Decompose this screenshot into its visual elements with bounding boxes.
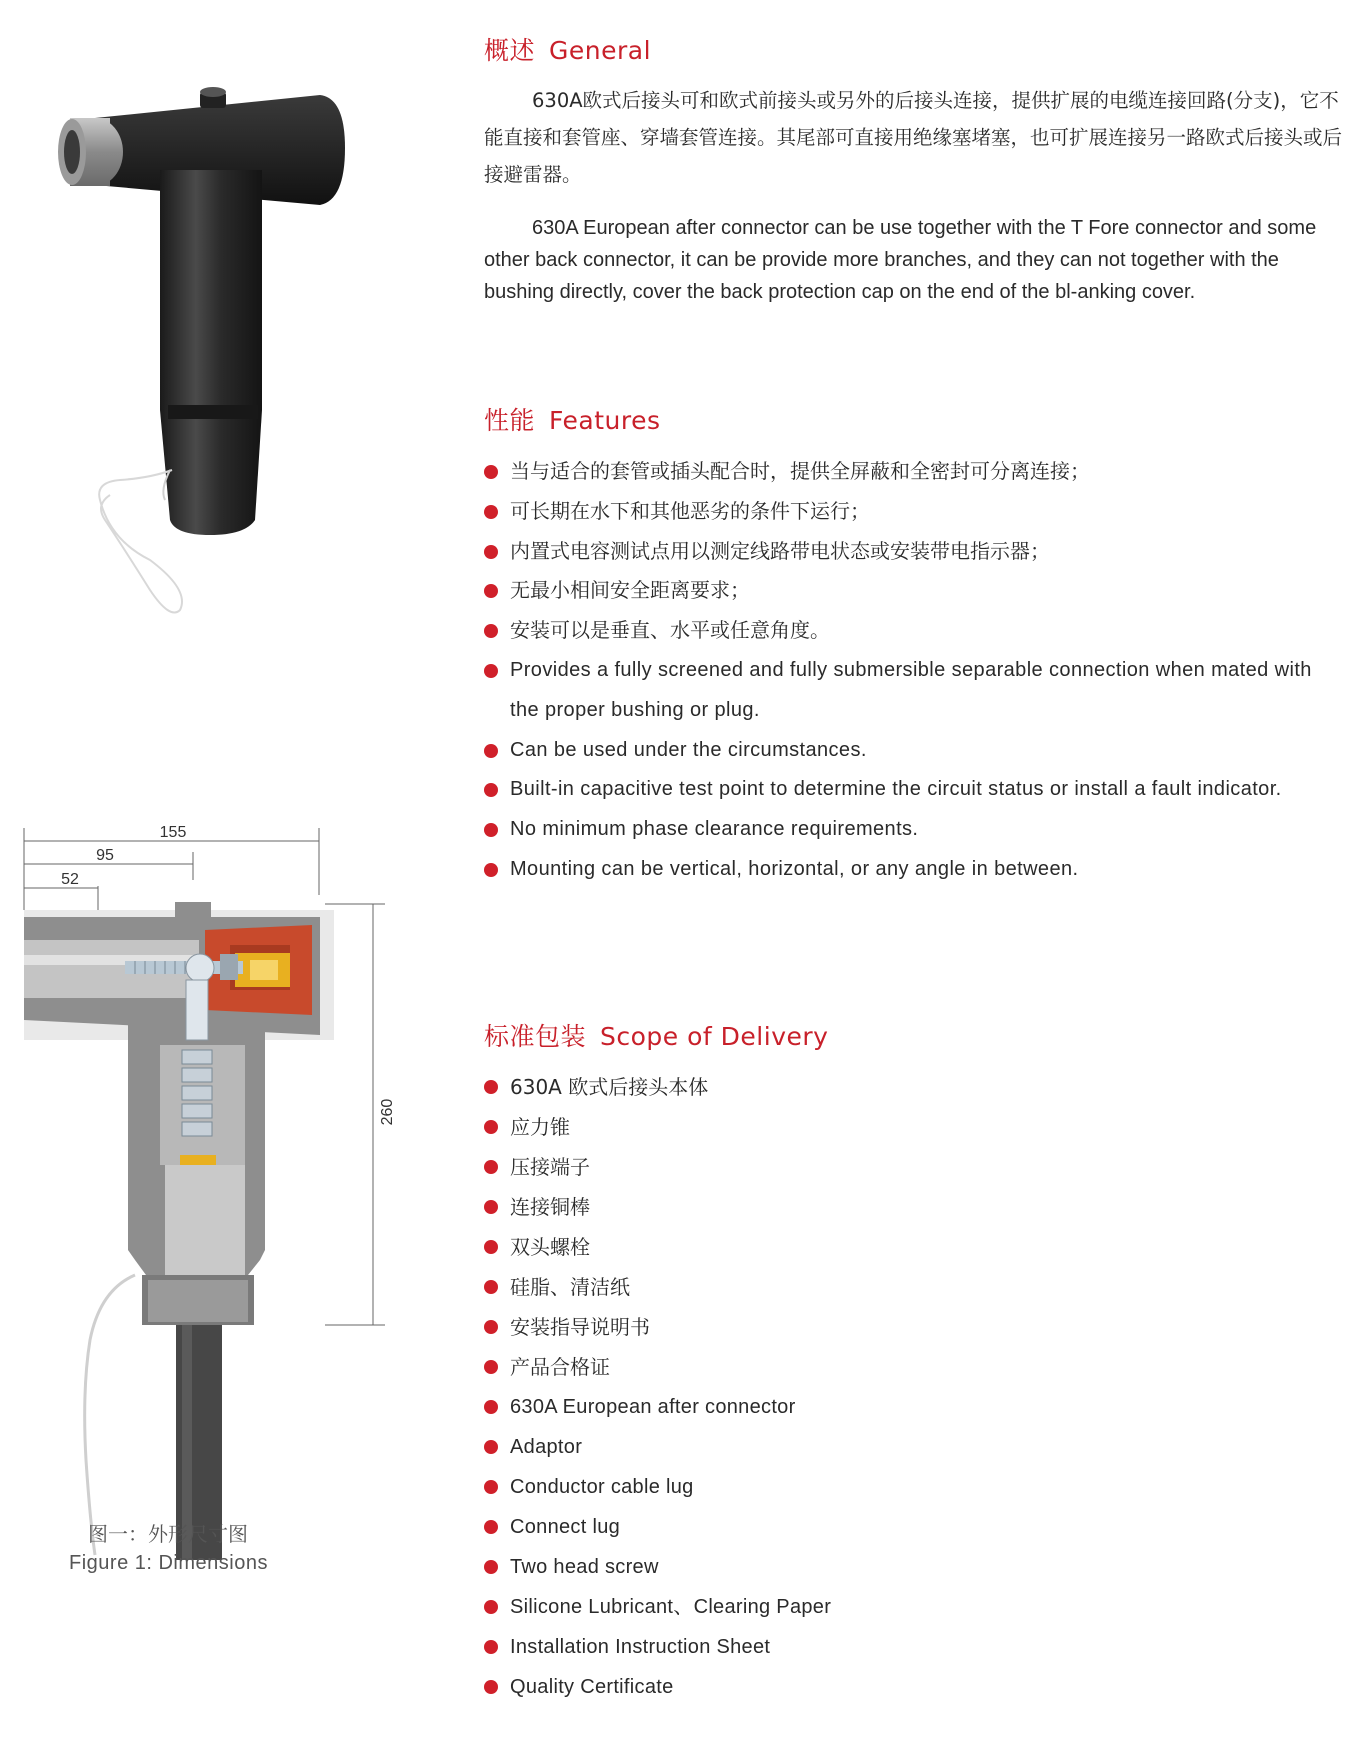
list-item: Provides a fully screened and fully submersible separable connection when mated with the proper bushing or plug.	[484, 651, 1344, 731]
delivery-heading-en: Scope of Delivery	[600, 1022, 829, 1051]
bullet-dot-icon	[484, 1120, 498, 1134]
general-heading	[484, 31, 651, 67]
product-photo	[0, 0, 470, 650]
delivery-heading-zh: 标准包装	[484, 1022, 587, 1051]
bullet-dot-icon	[484, 1680, 498, 1694]
list-item: 双头螺栓	[484, 1227, 1344, 1267]
list-item: Mounting can be vertical, horizontal, or any angle in between.	[484, 850, 1344, 890]
list-item: Two head screw	[484, 1547, 1344, 1587]
bullet-dot-icon	[484, 1560, 498, 1574]
list-item: Can be used under the circumstances.	[484, 731, 1344, 771]
bullet-dot-icon	[484, 1440, 498, 1454]
bullet-dot-icon	[484, 1520, 498, 1534]
bullet-dot-icon	[484, 1480, 498, 1494]
list-item: 可长期在水下和其他恶劣的条件下运行；	[484, 492, 1344, 532]
list-item: Silicone Lubricant、Clearing Paper	[484, 1587, 1344, 1627]
list-item: 无最小相间安全距离要求；	[484, 571, 1344, 611]
bullet-dot-icon	[484, 1640, 498, 1654]
list-item: 630A 欧式后接头本体	[484, 1067, 1344, 1107]
bullet-dot-icon	[484, 1600, 498, 1614]
list-item: 应力锥	[484, 1107, 1344, 1147]
bullet-dot-icon	[484, 664, 498, 678]
features-heading	[484, 401, 661, 437]
figure-caption-en: Figure 1: Dimensions	[69, 1552, 268, 1574]
bullet-dot-icon	[484, 744, 498, 758]
dim-260-label: 260	[379, 1098, 396, 1126]
list-item: 连接铜棒	[484, 1187, 1344, 1227]
bullet-dot-icon	[484, 545, 498, 559]
features-heading-en: Features	[549, 406, 661, 435]
bullet-dot-icon	[484, 823, 498, 837]
figure-caption-zh: 图一：外形尺寸图	[88, 1522, 248, 1546]
bullet-dot-icon	[484, 1320, 498, 1334]
list-item: 当与适合的套管或插头配合时，提供全屏蔽和全密封可分离连接；	[484, 452, 1344, 492]
list-item: 630A European after connector	[484, 1387, 1344, 1427]
list-item: No minimum phase clearance requirements.	[484, 810, 1344, 850]
list-item: 安装指导说明书	[484, 1307, 1344, 1347]
delivery-heading	[484, 1017, 828, 1053]
list-item: Conductor cable lug	[484, 1467, 1344, 1507]
bullet-dot-icon	[484, 465, 498, 479]
bullet-dot-icon	[484, 1400, 498, 1414]
bullet-dot-icon	[484, 1080, 498, 1094]
list-item: 压接端子	[484, 1147, 1344, 1187]
list-item: Built-in capacitive test point to determine the circuit status or install a fault indicator.	[484, 770, 1344, 810]
bullet-dot-icon	[484, 863, 498, 877]
list-item: Adaptor	[484, 1427, 1344, 1467]
delivery-list	[484, 1067, 1344, 1707]
list-item: 产品合格证	[484, 1347, 1344, 1387]
bullet-dot-icon	[484, 584, 498, 598]
features-list	[484, 452, 1344, 890]
general-paragraph-en: 630A European after connector can be use together with the T Fore connector and some other back connector, it can be provide more branches, and they can not together with the bushing directly, cover the back protection cap on the end of the bl-anking cover.	[484, 217, 1317, 303]
list-item: 安装可以是垂直、水平或任意角度。	[484, 611, 1344, 651]
general-heading-en: General	[549, 36, 652, 65]
dim-52-label: 52	[61, 871, 79, 888]
dimension-drawing	[0, 820, 470, 1560]
list-item: Installation Instruction Sheet	[484, 1627, 1344, 1667]
features-heading-zh: 性能	[484, 406, 536, 435]
bullet-dot-icon	[484, 624, 498, 638]
list-item: Connect lug	[484, 1507, 1344, 1547]
bullet-dot-icon	[484, 1200, 498, 1214]
general-heading-zh: 概述	[484, 36, 536, 65]
bullet-dot-icon	[484, 1160, 498, 1174]
bullet-dot-icon	[484, 1360, 498, 1374]
list-item: 硅脂、清洁纸	[484, 1267, 1344, 1307]
dim-95-label: 95	[96, 847, 114, 864]
bullet-dot-icon	[484, 1240, 498, 1254]
list-item: Quality Certificate	[484, 1667, 1344, 1707]
bullet-dot-icon	[484, 1280, 498, 1294]
list-item: 内置式电容测试点用以测定线路带电状态或安装带电指示器；	[484, 532, 1344, 572]
bullet-dot-icon	[484, 783, 498, 797]
left-column	[0, 0, 470, 1764]
bullet-dot-icon	[484, 505, 498, 519]
dim-155-label: 155	[159, 824, 187, 841]
general-paragraph-zh: 630A欧式后接头可和欧式前接头或另外的后接头连接，提供扩展的电缆连接回路(分支)，它不能直接和套管座、穿墙套管连接。其尾部可直接用绝缘塞堵塞，也可扩展连接另一路欧式后接头或后接避雷器。	[484, 89, 1343, 186]
